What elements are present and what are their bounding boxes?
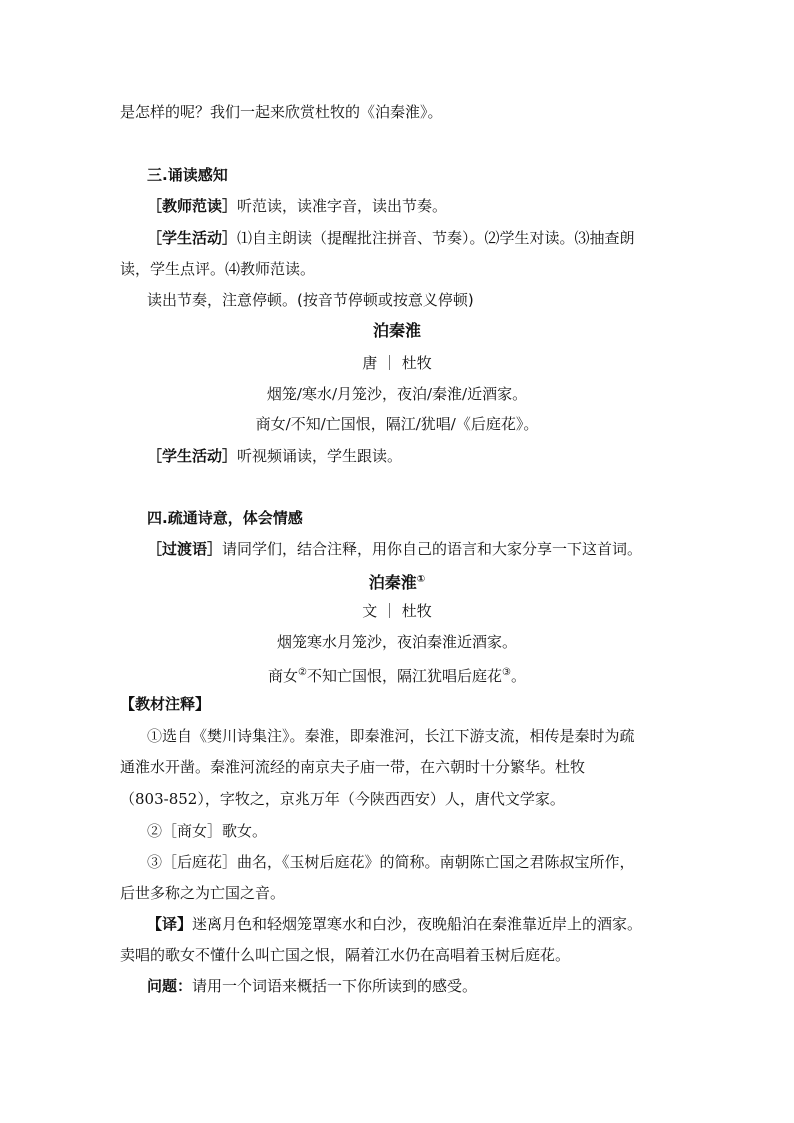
teacher-reading-tag: ［教师范读］	[147, 197, 238, 215]
translation-paragraph	[147, 914, 642, 934]
translation-line-2: 卖唱的歌女不懂什么叫亡国之恨，隔着江水仍在高唱着玉树后庭花。	[120, 946, 571, 964]
note1-line-3: （803-852），字牧之，京兆万年（今陕西西安）人，唐代文学家。	[120, 790, 565, 808]
student-activity-tag: ［学生活动］	[147, 229, 238, 247]
student-activity-paragraph	[147, 228, 635, 248]
student-activity-text-1: ⑴自主朗读（提醒批注拼音、节奏）。⑵学生对读。⑶抽查朗	[237, 229, 635, 247]
video-activity-tag: ［学生活动］	[147, 447, 238, 465]
poem2-title-line	[0, 570, 794, 593]
poem1-line-2: 商女/不知/亡国恨，隔江/犹唱/《后庭花》。	[255, 415, 539, 433]
student-activity-text-2: 读，学生点评。⑷教师范读。	[120, 260, 316, 278]
teacher-reading-text: 听范读，读准字音，读出节奏。	[237, 197, 448, 215]
note1-line-2: 通淮水开凿。秦淮河流经的南京夫子庙一带，在六朝时十分繁华。杜牧	[120, 758, 586, 776]
section4-heading: 四.疏通诗意，体会情感	[147, 509, 303, 527]
question-paragraph	[147, 976, 477, 996]
poem2-line-1: 烟笼寒水月笼沙，夜泊秦淮近酒家。	[276, 633, 517, 651]
poem2-line-2-end: 。	[510, 667, 526, 685]
poem1-title: 泊秦淮	[372, 321, 421, 340]
note2: ②［商女］歌女。	[147, 822, 268, 840]
poem1-line-1: 烟笼/寒水/月笼沙，夜泊/秦淮/近酒家。	[266, 385, 528, 403]
teacher-reading-paragraph	[147, 196, 447, 216]
translation-line-1: 迷离月色和轻烟笼罩寒水和白沙，夜晚船泊在秦淮靠近岸上的酒家。	[192, 915, 643, 933]
note1-line-1: ①选自《樊川诗集注》。秦淮，即秦淮河，长江下游支流，相传是秦时为疏	[147, 727, 635, 745]
poem2-line-2-note: ②	[298, 667, 307, 678]
poem2-author: 文 ｜ 杜牧	[362, 602, 432, 620]
question-text: 请用一个词语来概括一下你所读到的感受。	[192, 977, 478, 995]
poem2-title-note: ①	[416, 574, 426, 585]
intro-line: 是怎样的呢？我们一起来欣赏杜牧的《泊秦淮》。	[120, 103, 443, 121]
poem2-line-2-a: 商女	[268, 667, 299, 685]
section3-heading: 三.诵读感知	[147, 166, 228, 184]
translation-tag: 【译】	[147, 915, 193, 933]
rhythm-note: 读出节奏，注意停顿。(按音节停顿或按意义停顿)	[147, 291, 474, 309]
note3-line-1: ③［后庭花］曲名，《玉树后庭花》的简称。南朝陈亡国之君陈叔宝所作，	[147, 853, 635, 871]
poem2-line-2-b: 不知亡国恨，隔江犹唱后庭花	[306, 667, 502, 685]
note3-line-2: 后世多称之为亡国之音。	[120, 884, 286, 902]
video-activity-paragraph	[147, 446, 402, 466]
poem2-line-2-note2: ③	[502, 667, 511, 678]
question-tag: 问题：	[147, 977, 193, 995]
poem1-author: 唐 ｜ 杜牧	[362, 354, 432, 372]
poem2-line-2	[0, 663, 794, 686]
transition-text: 请同学们，结合注释，用你自己的语言和大家分享一下这首词。	[222, 540, 643, 558]
notes-heading: 【教材注释】	[120, 695, 211, 713]
poem2-title: 泊秦淮	[368, 573, 417, 592]
transition-tag: ［过渡语］	[147, 540, 223, 558]
transition-paragraph	[147, 539, 642, 559]
video-activity-text: 听视频诵读，学生跟读。	[237, 447, 403, 465]
